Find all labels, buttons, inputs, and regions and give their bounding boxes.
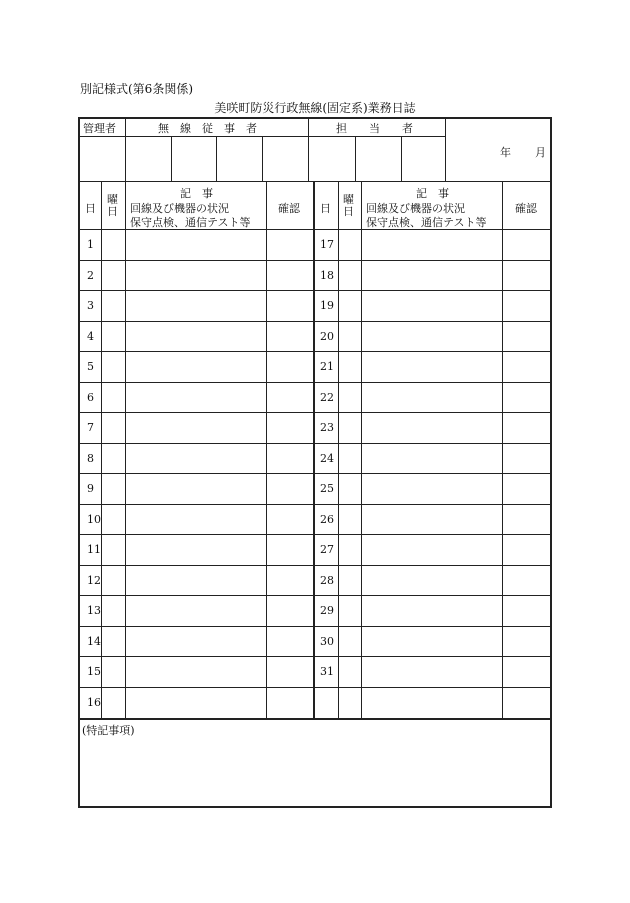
entry-cell[interactable] [102,261,125,290]
record-line1-left: 回線及び機器の状況 [130,202,229,215]
entry-cell[interactable] [362,566,502,595]
entry-cell[interactable] [503,383,551,412]
tv-center [313,181,315,718]
entry-cell[interactable] [102,627,125,656]
day-number-left: 10 [87,513,101,526]
entry-cell[interactable] [503,352,551,381]
entry-cell[interactable] [267,657,313,686]
operators-label: 無 線 従 事 者 [158,122,257,135]
day-number-right: 28 [320,574,334,587]
entry-cell[interactable] [362,474,502,503]
entry-cell[interactable] [362,596,502,625]
day-number-right: 29 [320,604,334,617]
confirm-header-right: 確認 [515,202,537,215]
day-number-left: 4 [87,330,94,343]
day-header-left: 日 [85,202,96,215]
entry-cell[interactable] [339,291,361,320]
entry-cell[interactable] [339,505,361,534]
entry-cell[interactable] [267,383,313,412]
entry-cell[interactable] [126,413,266,442]
day-number-left: 14 [87,635,101,648]
entry-cell[interactable] [102,505,125,534]
entry-cell[interactable] [503,261,551,290]
entry-cell[interactable] [339,596,361,625]
entry-cell[interactable] [102,352,125,381]
entry-cell[interactable] [267,444,313,473]
day-number-right: 31 [320,665,334,678]
entry-cell[interactable] [503,566,551,595]
entry-cell[interactable] [126,657,266,686]
notes-area[interactable] [80,738,550,806]
day-number-right: 18 [320,269,334,282]
record-line2-left: 保守点検、通信テスト等 [130,216,251,229]
entry-cell[interactable] [362,352,502,381]
entry-cell[interactable] [503,291,551,320]
entry-cell[interactable] [362,657,502,686]
entry-cell[interactable] [102,291,125,320]
day-number-right: 26 [320,513,334,526]
day-number-right: 17 [320,238,334,251]
entry-cell[interactable] [362,505,502,534]
entry-cell[interactable] [362,383,502,412]
day-number-right: 30 [320,635,334,648]
record-title-left: 記 事 [180,187,213,200]
day-header-right: 日 [320,202,331,215]
caption: 別記様式(第6条関係) [80,82,193,96]
entry-cell[interactable] [362,230,502,259]
entry-cell[interactable] [339,322,361,351]
entry-cell[interactable] [102,657,125,686]
entry-cell[interactable] [339,657,361,686]
entry-cell[interactable] [126,688,266,717]
entry-cell[interactable] [362,535,502,564]
entry-cell[interactable] [339,383,361,412]
entry-cell[interactable] [267,535,313,564]
day-number-right: 22 [320,391,334,404]
month-label: 月 [535,146,546,159]
day-number-right: 20 [320,330,334,343]
hv-3 [216,136,217,181]
entry-cell[interactable] [503,627,551,656]
entry-cell[interactable] [503,596,551,625]
hv-5 [308,117,309,181]
entry-cell[interactable] [362,413,502,442]
entry-cell[interactable] [102,444,125,473]
year-label: 年 [500,146,511,159]
entry-cell[interactable] [267,352,313,381]
hv-4 [262,136,263,181]
day-number-left: 9 [87,482,94,495]
entry-cell[interactable] [503,322,551,351]
entry-cell[interactable] [267,261,313,290]
day-number-left: 8 [87,452,94,465]
entry-cell[interactable] [126,230,266,259]
day-number-right: 23 [320,421,334,434]
record-line2-right: 保守点検、通信テスト等 [366,216,487,229]
day-number-left: 1 [87,238,94,251]
entry-cell[interactable] [362,627,502,656]
entry-cell[interactable] [362,444,502,473]
entry-cell[interactable] [503,230,551,259]
confirm-header-left: 確認 [278,202,300,215]
entry-cell[interactable] [362,322,502,351]
entry-cell[interactable] [339,535,361,564]
notes-divider [78,718,552,720]
day-number-left: 2 [87,269,94,282]
entry-cell[interactable] [102,230,125,259]
entry-cell[interactable] [267,230,313,259]
hv-6 [355,136,356,181]
entry-cell[interactable] [126,566,266,595]
entry-cell[interactable] [339,566,361,595]
entry-cell[interactable] [339,413,361,442]
entry-cell[interactable] [102,688,125,717]
staff-label: 担 当 者 [336,122,413,135]
day-number-left: 15 [87,665,101,678]
day-number-left: 5 [87,360,94,373]
hv-7 [401,136,402,181]
day-number-right: 19 [320,299,334,312]
hv-1 [125,117,126,181]
entry-cell[interactable] [503,444,551,473]
entry-cell[interactable] [126,261,266,290]
hv-8 [445,117,446,181]
day-number-left: 6 [87,391,94,404]
entry-cell[interactable] [503,474,551,503]
entry-cell[interactable] [102,566,125,595]
entry-cell[interactable] [267,322,313,351]
notes-label: (特記事項) [82,724,135,737]
entry-cell[interactable] [126,596,266,625]
entry-cell[interactable] [126,444,266,473]
entry-cell[interactable] [102,383,125,412]
entry-cell[interactable] [126,291,266,320]
entry-cell[interactable] [503,535,551,564]
entry-cell[interactable] [503,413,551,442]
entry-cell[interactable] [339,444,361,473]
entry-cell[interactable] [362,261,502,290]
entry-cell[interactable] [267,413,313,442]
record-line1-right: 回線及び機器の状況 [366,202,465,215]
entry-cell[interactable] [126,474,266,503]
entry-cell[interactable] [339,474,361,503]
day-number-left: 11 [87,543,101,556]
entry-cell[interactable] [267,688,313,717]
day-number-right: 25 [320,482,334,495]
hv-2 [171,136,172,181]
entry-cell[interactable] [102,413,125,442]
entry-cell[interactable] [503,505,551,534]
entry-cell[interactable] [267,566,313,595]
page-title: 美咲町防災行政無線(固定系)業務日誌 [214,101,416,115]
weekday-header-right: 曜日 [343,193,354,218]
manager-label: 管理者 [83,122,116,135]
entry-cell[interactable] [126,535,266,564]
entry-cell[interactable] [339,230,361,259]
entry-cell[interactable] [126,322,266,351]
entry-cell[interactable] [102,474,125,503]
day-number-left: 7 [87,421,94,434]
entry-cell[interactable] [362,688,502,717]
entry-cell[interactable] [267,474,313,503]
entry-cell[interactable] [362,291,502,320]
day-number-left: 16 [87,696,101,709]
entry-cell[interactable] [267,627,313,656]
entry-cell[interactable] [267,596,313,625]
entry-cell[interactable] [102,596,125,625]
entry-cell[interactable] [503,688,551,717]
day-number-right: 27 [320,543,334,556]
day-number-left: 13 [87,604,101,617]
entry-cell[interactable] [339,261,361,290]
entry-cell[interactable] [126,505,266,534]
day-number-right: 21 [320,360,334,373]
day-number-left: 3 [87,299,94,312]
header-divider-bottom [78,181,552,182]
entry-cell[interactable] [339,352,361,381]
entry-cell[interactable] [503,657,551,686]
weekday-header-left: 曜日 [107,193,118,218]
record-title-right: 記 事 [416,187,449,200]
entry-cell[interactable] [102,535,125,564]
entry-cell[interactable] [102,322,125,351]
entry-cell[interactable] [339,627,361,656]
day-number-left: 12 [87,574,101,587]
day-number-right: 24 [320,452,334,465]
entry-cell[interactable] [126,352,266,381]
entry-cell[interactable] [339,688,361,717]
entry-cell[interactable] [126,383,266,412]
entry-cell[interactable] [267,291,313,320]
entry-cell[interactable] [126,627,266,656]
entry-cell[interactable] [267,505,313,534]
